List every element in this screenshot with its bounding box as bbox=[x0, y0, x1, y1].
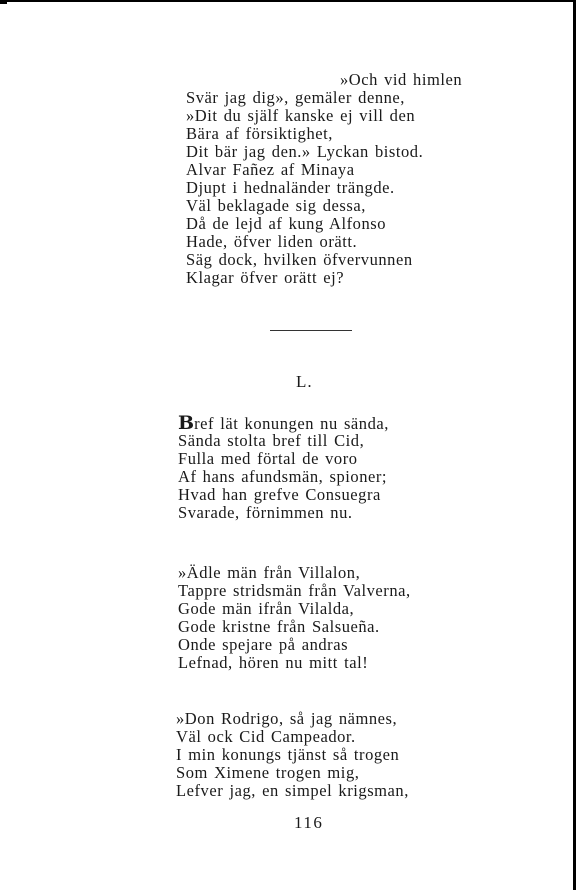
verse-line: Väl beklagade sig dessa, bbox=[186, 196, 366, 215]
verse-line: Säg dock, hvilken öfvervunnen bbox=[186, 250, 413, 269]
verse-line: Klagar öfver orätt ej? bbox=[186, 268, 345, 287]
section-divider bbox=[270, 330, 352, 331]
verse-line: Sända stolta bref till Cid, bbox=[178, 431, 365, 450]
verse-line: Svarade, förnimmen nu. bbox=[178, 503, 353, 522]
scan-edge-top bbox=[6, 0, 576, 2]
page-number: 116 bbox=[294, 813, 324, 832]
verse-line: Onde spejare på andras bbox=[178, 635, 349, 654]
verse-line: Tappre stridsmän från Valverna, bbox=[178, 581, 411, 600]
section-heading: L. bbox=[296, 372, 313, 391]
verse-line: Hade, öfver liden orätt. bbox=[186, 232, 358, 251]
verse-line: Fulla med förtal de voro bbox=[178, 449, 358, 468]
verse-line: Dit bär jag den.» Lyckan bistod. bbox=[186, 142, 424, 161]
verse-line: Hvad han grefve Consuegra bbox=[178, 485, 381, 504]
verse-line: »Dit du själf kanske ej vill den bbox=[186, 106, 416, 125]
verse-line: Lefver jag, en simpel krigsman, bbox=[176, 781, 409, 800]
verse-line: »Don Rodrigo, så jag nämnes, bbox=[176, 709, 398, 728]
verse-line: »Ädle män från Villalon, bbox=[178, 563, 361, 582]
verse-line: Djupt i hednaländer trängde. bbox=[186, 178, 395, 197]
verse-line-rest: ref lät konungen nu sända, bbox=[194, 414, 389, 433]
verse-line: Gode kristne från Salsueña. bbox=[178, 617, 380, 636]
verse-line: Som Ximene trogen mig, bbox=[176, 763, 360, 782]
verse-line: Bära af försiktighet, bbox=[186, 124, 333, 143]
verse-line: Lefnad, hören nu mitt tal! bbox=[178, 653, 369, 672]
verse-line: Alvar Fañez af Minaya bbox=[186, 160, 355, 179]
verse-line: Af hans afundsmän, spioner; bbox=[178, 467, 388, 486]
verse-line: Då de lejd af kung Alfonso bbox=[186, 214, 387, 233]
verse-line: Svär jag dig», gemäler denne, bbox=[186, 88, 405, 107]
verse-line: I min konungs tjänst så trogen bbox=[176, 745, 400, 764]
verse-line: Väl ock Cid Campeador. bbox=[176, 727, 356, 746]
drop-cap: B bbox=[178, 412, 195, 434]
verse-line: »Och vid himlen bbox=[340, 70, 463, 89]
verse-line: Gode män ifrån Vilalda, bbox=[178, 599, 355, 618]
